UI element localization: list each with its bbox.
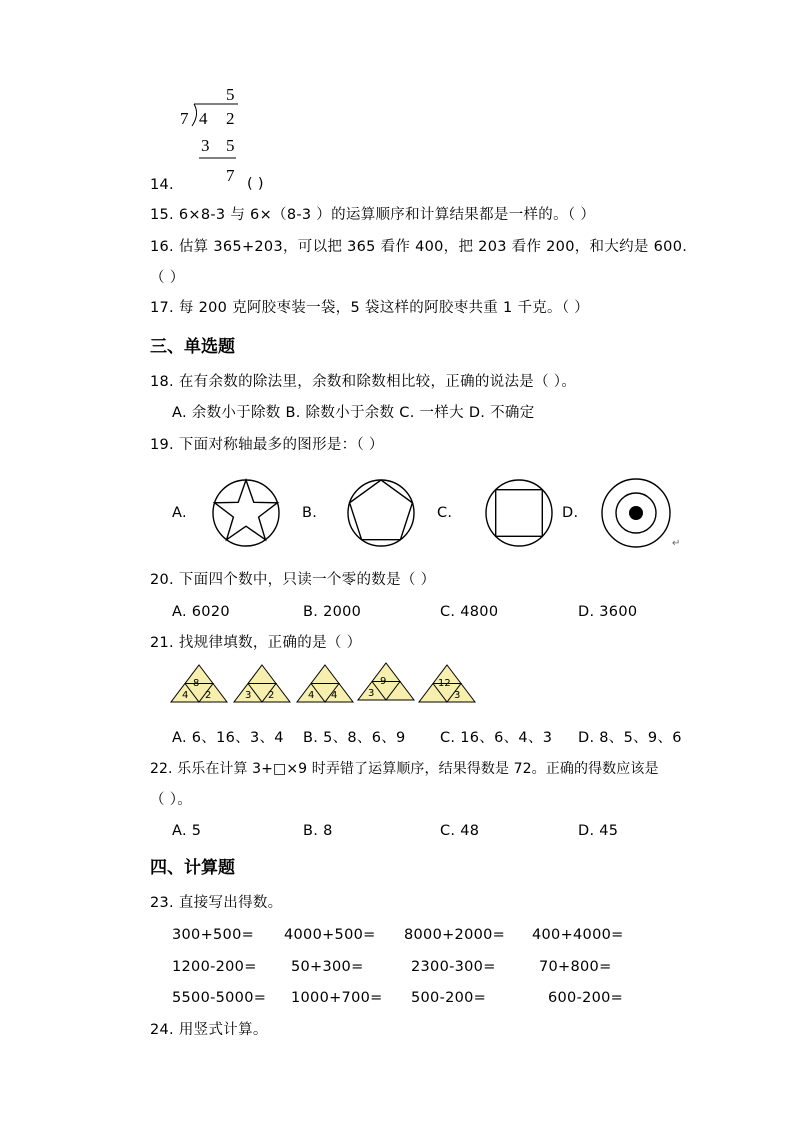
triangle-2-left: 3: [245, 690, 252, 701]
division-remainder: 7: [226, 166, 235, 185]
division-quotient: 5: [226, 85, 235, 104]
triangle-1-left: 4: [182, 690, 189, 701]
q20-option-a[interactable]: A. 6020: [172, 604, 230, 620]
division-product-digit-1: 3: [201, 136, 210, 155]
q24-text: 24. 用竖式计算。: [150, 1022, 268, 1038]
q23-row3-item1: 5500-5000=: [172, 990, 267, 1006]
section-title-calculation: 四、计算题: [150, 858, 235, 878]
q22-answer-blank[interactable]: （ ）。: [150, 792, 193, 808]
star-in-circle-figure[interactable]: [211, 478, 281, 548]
q20-option-b[interactable]: B. 2000: [303, 604, 362, 620]
q23-row3-item3: 500-200=: [411, 990, 487, 1006]
triangle-3-left: 4: [308, 690, 315, 701]
q18-options: A. 余数小于除数 B. 除数小于余数 C. 一样大 D. 不确定: [172, 405, 535, 421]
q23-row2-item2: 50+300=: [291, 959, 364, 975]
q22-text-line1: 22. 乐乐在计算 3+□×9 时弄错了运算顺序，结果得数是 72。正确的得数应该是: [150, 761, 659, 777]
triangle-2-right: 2: [268, 690, 275, 701]
q23-row3-item4: 600-200=: [548, 990, 624, 1006]
q22-option-a[interactable]: A. 5: [172, 823, 202, 839]
q22-option-c[interactable]: C. 48: [440, 823, 480, 839]
q14-answer-blank[interactable]: ( ): [247, 176, 264, 192]
q19-option-d-label: D.: [562, 505, 579, 521]
q23-row1-item2: 4000+500=: [284, 927, 376, 943]
q21-option-c[interactable]: C. 16、6、4、3: [440, 730, 553, 746]
triangle-1-top: 8: [193, 678, 200, 689]
q20-option-c[interactable]: C. 4800: [440, 604, 499, 620]
q19-option-b-label: B.: [302, 505, 318, 521]
q22-option-d[interactable]: D. 45: [578, 823, 619, 839]
q17-text: 17. 每 200 克阿胶枣装一袋，5 袋这样的阿胶枣共重 1 千克。（ ）: [150, 300, 590, 316]
division-dividend-digit-1: 4: [199, 109, 208, 128]
section-title-single-choice: 三、单选题: [150, 337, 235, 357]
q20-text: 20. 下面四个数中，只读一个零的数是（ ）: [150, 572, 436, 588]
q23-text: 23. 直接写出得数。: [150, 895, 283, 911]
q23-row1-item1: 300+500=: [172, 927, 255, 943]
q22-option-b[interactable]: B. 8: [303, 823, 333, 839]
q19-option-c-label: C.: [437, 505, 453, 521]
pentagon-in-circle-figure[interactable]: [346, 478, 416, 548]
division-bracket: [188, 100, 248, 190]
triangle-4-left: 3: [368, 688, 375, 699]
q23-row2-item1: 1200-200=: [172, 959, 257, 975]
q23-row2-item3: 2300-300=: [411, 959, 496, 975]
q21-option-b[interactable]: B. 5、8、6、9: [303, 730, 406, 746]
q18-text: 18. 在有余数的除法里，余数和除数相比较，正确的说法是（ ）。: [150, 374, 577, 390]
q23-row3-item2: 1000+700=: [291, 990, 383, 1006]
q23-row1-item3: 8000+2000=: [404, 927, 506, 943]
q19-text: 19. 下面对称轴最多的图形是：（ ）: [150, 437, 384, 453]
concentric-circles-figure[interactable]: [600, 477, 672, 549]
q23-row1-item4: 400+4000=: [532, 927, 624, 943]
q15-text: 15. 6×8-3 与 6×（8-3 ）的运算顺序和计算结果都是一样的。（ ）: [150, 207, 596, 223]
division-dividend-digit-2: 2: [226, 109, 235, 128]
square-in-circle-figure[interactable]: [484, 478, 554, 548]
triangle-4-top: 9: [380, 676, 387, 687]
q14-number: 14.: [150, 177, 174, 193]
triangle-3-right: 4: [331, 690, 338, 701]
division-divisor: 7: [180, 109, 189, 128]
q19-option-a-label: A.: [172, 505, 187, 521]
q16-answer-blank[interactable]: （ ）: [150, 270, 185, 286]
q21-option-d[interactable]: D. 8、5、9、6: [578, 730, 682, 746]
triangle-5-right: 3: [454, 690, 461, 701]
q16-text-line1: 16. 估算 365+203，可以把 365 看作 400，把 203 看作 200，和大约是 600.: [150, 239, 688, 255]
division-product-digit-2: 5: [226, 136, 235, 155]
paragraph-return-mark: ↵: [672, 538, 681, 549]
triangle-1-right: 2: [205, 690, 212, 701]
q21-text: 21. 找规律填数，正确的是（ ）: [150, 635, 362, 651]
q20-option-d[interactable]: D. 3600: [578, 604, 638, 620]
pattern-triangle-3: [296, 664, 354, 704]
q23-row2-item4: 70+800=: [539, 959, 612, 975]
triangle-5-top: 12: [438, 678, 451, 689]
pattern-triangle-2: [233, 664, 291, 704]
q21-option-a[interactable]: A. 6、16、3、4: [172, 730, 284, 746]
